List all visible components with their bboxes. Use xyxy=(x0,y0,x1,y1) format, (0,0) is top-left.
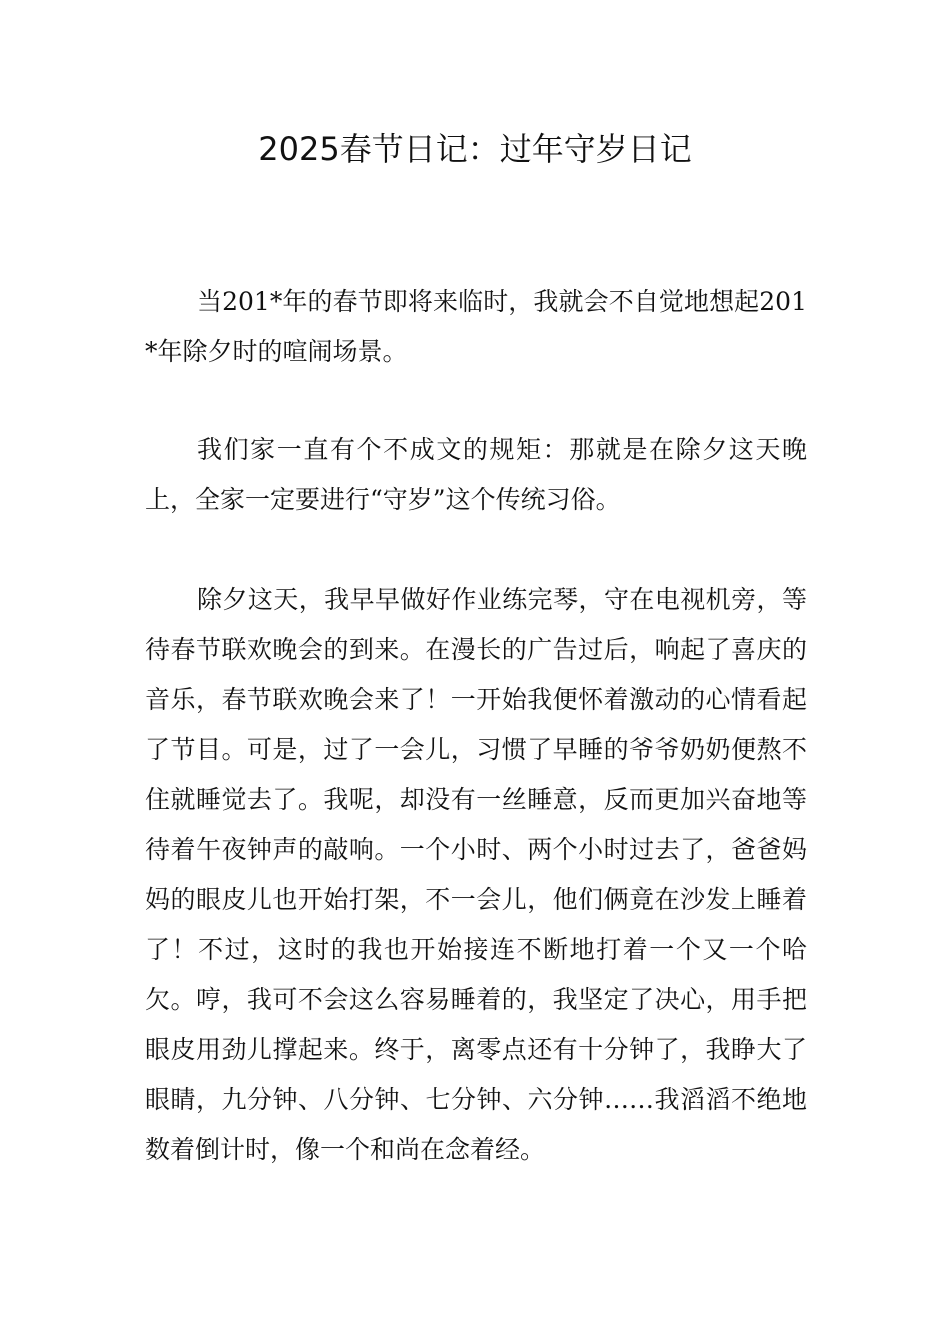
paragraph-1: 当201*年的春节即将来临时，我就会不自觉地想起201*年除夕时的喧闹场景。 xyxy=(145,287,807,366)
paragraph-3: 除夕这天，我早早做好作业练完琴，守在电视机旁，等待春节联欢晚会的到来。在漫长的广告过后，响起了喜庆的音乐，春节联欢晚会来了！一开始我便怀着激动的心情看起了节目。可是，过了一会儿，习惯了早睡的爷爷奶奶便熬不住就睡觉去了。我呢，却没有一丝睡意，反而更加兴奋地等待着午夜钟声的敲响。一个小时、两个小时过去了，爸爸妈妈的眼皮儿也开始打架，不一会儿，他们俩竟在沙发上睡着了！不过，这时的我也开始接连不断地打着一个又一个哈欠。哼，我可不会这么容易睡着的，我坚定了决心，用手把眼皮用劲儿撑起来。终于，离零点还有十分钟了，我睁大了眼睛，九分钟、八分钟、七分钟、六分钟……我滔滔不绝地数着倒计时，像一个和尚在念着经。 xyxy=(145,585,807,1164)
paragraph-2: 我们家一直有个不成文的规矩：那就是在除夕这天晚上，全家一定要进行“守岁”这个传统习俗。 xyxy=(145,435,807,514)
page-title: 2025春节日记：过年守岁日记 xyxy=(258,130,692,168)
